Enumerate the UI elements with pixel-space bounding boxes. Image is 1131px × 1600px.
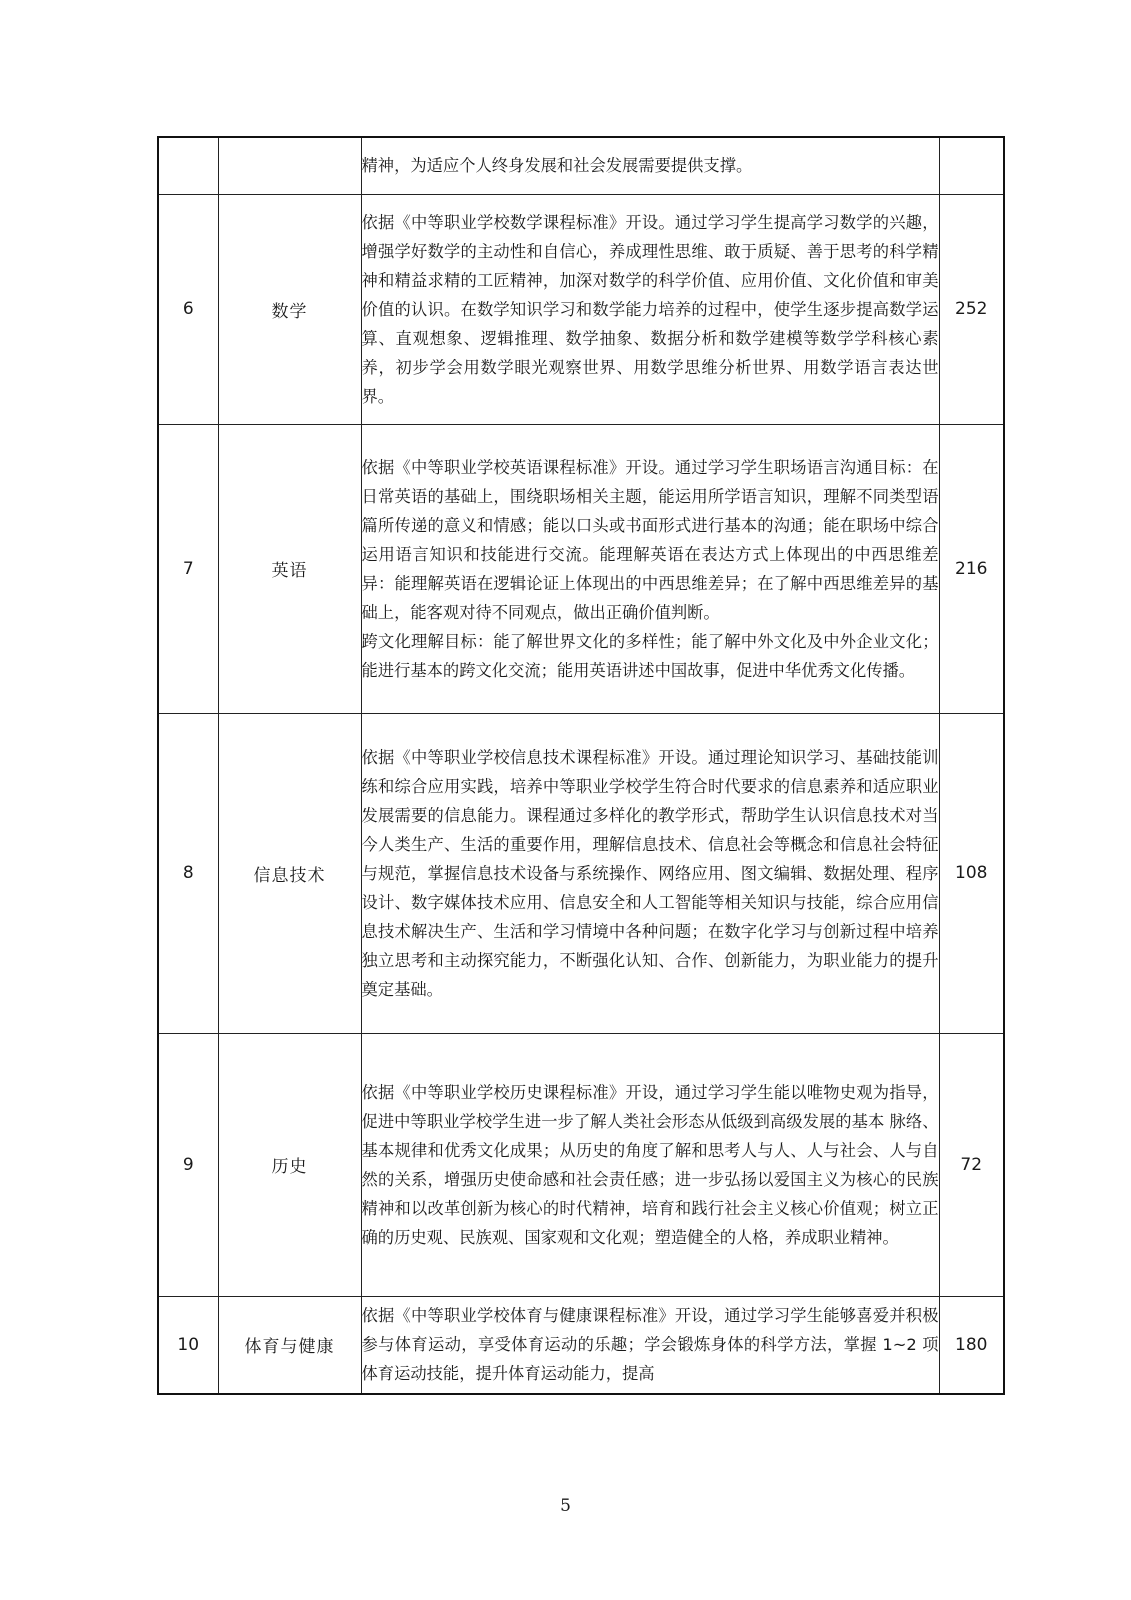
description-paragraph: 依据《中等职业学校信息技术课程标准》开设。通过理论知识学习、基础技能训练和综合应用实践，培养中等职业学校学生符合时代要求的信息素养和适应职业发展需要的信息能力。课程通过多样化的教学形式，帮助学生认识信息技术对当今人类生产、生活的重要作用，理解信息技术、信息社会等概念和信息社会特征与规范，掌握信息技术设备与系统操作、网络应用、图文编辑、数据处理、程序设计、数字媒体技术应用、信息安全和人工智能等相关知识与技能，综合应用信息技术解决生产、生活和学习情境中各种问题；在数字化学习与创新过程中培养独立思考和主动探究能力，不断强化认知、合作、创新能力，为职业能力的提升奠定基础。 <box>361 747 939 999</box>
course-number: 8 <box>158 713 218 1033</box>
course-name: 信息技术 <box>218 713 361 1033</box>
course-hours: 108 <box>939 713 1004 1033</box>
description-paragraph: 精神，为适应个人终身发展和社会发展需要提供支撑。 <box>361 156 753 176</box>
description-paragraph: 依据《中等职业学校数学课程标准》开设。通过学习学生提高学习数学的兴趣，增强学好数学的主动性和自信心，养成理性思维、敢于质疑、善于思考的科学精神和精益求精的工匠精神，加深对数学的科学价值、应用价值、文化价值和审美价值的认识。在数学知识学习和数学能力培养的过程中，使学生逐步提高数学运算、直观想象、逻辑推理、数学抽象、数据分析和数学建模等数学学科核心素养，初步学会用数学眼光观察世界、用数学思维分析世界、用数学语言表达世界。 <box>361 212 939 406</box>
table-row <box>158 1033 1004 1296</box>
course-name: 体育与健康 <box>218 1296 361 1394</box>
course-description <box>361 424 939 713</box>
course-hours: 216 <box>939 424 1004 713</box>
table-row <box>158 194 1004 424</box>
course-number: 6 <box>158 194 218 424</box>
page-number: 5 <box>560 1496 571 1516</box>
description-paragraph: 依据《中等职业学校历史课程标准》开设，通过学习学生能以唯物史观为指导，促进中等职业学校学生进一步了解人类社会形态从低级到高级发展的基本 脉络、基本规律和优秀文化成果；从历史的角度了解和思考人与人、人与社会、人与自然的关系，增强历史使命感和社会责任感；进一步弘扬以爱国主义为核心的民族精神和以改革创新为核心的时代精神，培育和践行社会主义核心价值观；树立正确的历史观、民族观、国家观和文化观；塑造健全的人格，养成职业精神。 <box>361 1082 939 1247</box>
course-description <box>361 137 939 194</box>
course-name <box>218 137 361 194</box>
table-row <box>158 137 1004 194</box>
course-description <box>361 1033 939 1296</box>
course-description <box>361 1296 939 1394</box>
course-number: 9 <box>158 1033 218 1296</box>
course-hours: 180 <box>939 1296 1004 1394</box>
course-number: 10 <box>158 1296 218 1394</box>
table-row <box>158 1296 1004 1394</box>
course-table <box>157 136 1005 1395</box>
course-description <box>361 194 939 424</box>
course-name: 历史 <box>218 1033 361 1296</box>
course-number <box>158 137 218 194</box>
course-name: 英语 <box>218 424 361 713</box>
course-hours: 72 <box>939 1033 1004 1296</box>
description-paragraph: 依据《中等职业学校英语课程标准》开设。通过学习学生职场语言沟通目标：在日常英语的基础上，围绕职场相关主题，能运用所学语言知识，理解不同类型语篇所传递的意义和情感；能以口头或书面形式进行基本的沟通；能在职场中综合运用语言知识和技能进行交流。能理解英语在表达方式上体现出的中西思维差异：能理解英语在逻辑论证上体现出的中西思维差异；在了解中西思维差异的基础上，能客观对待不同观点，做出正确价值判断。 <box>361 457 939 622</box>
course-number: 7 <box>158 424 218 713</box>
table-row <box>158 713 1004 1033</box>
table-row <box>158 424 1004 713</box>
course-hours <box>939 137 1004 194</box>
course-name: 数学 <box>218 194 361 424</box>
description-paragraph: 跨文化理解目标：能了解世界文化的多样性；能了解中外文化及中外企业文化；能进行基本的跨文化交流；能用英语讲述中国故事，促进中华优秀文化传播。 <box>361 631 939 680</box>
description-paragraph: 依据《中等职业学校体育与健康课程标准》开设，通过学习学生能够喜爱并积极参与体育运动，享受体育运动的乐趣；学会锻炼身体的科学方法，掌握 1~2 项体育运动技能，提升体育运动能力，提高 <box>361 1306 939 1384</box>
course-description <box>361 713 939 1033</box>
course-hours: 252 <box>939 194 1004 424</box>
